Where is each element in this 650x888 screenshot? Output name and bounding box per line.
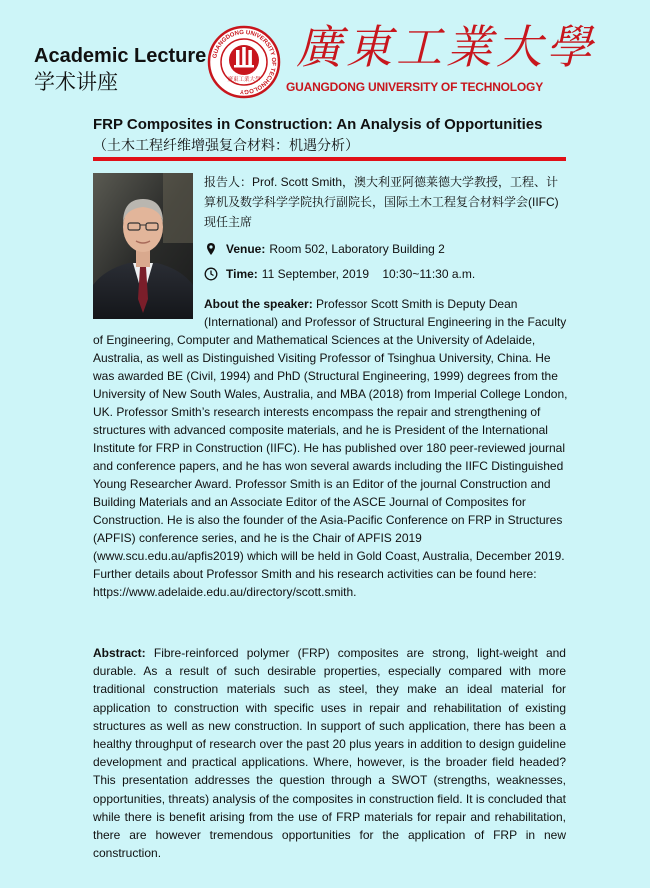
abstract-label: Abstract: bbox=[93, 646, 146, 660]
lecture-title-zh: 学术讲座 bbox=[34, 71, 118, 94]
time-label: Time: bbox=[226, 267, 258, 281]
divider-line bbox=[93, 157, 566, 161]
university-name-en: GUANGDONG UNIVERSITY OF TECHNOLOGY bbox=[286, 80, 543, 94]
lecture-title-en: Academic Lecture bbox=[34, 45, 207, 67]
clock-icon bbox=[204, 267, 218, 281]
time-row bbox=[204, 265, 475, 283]
speaker-text: Professor Scott Smith is Deputy Dean (International) and Professor of Structural Engineering in the Faculty of Engineering, Computer and Mathematical Sciences at the University of Adelaide, Australia, as well as Distinguished Visiting Professor of Tsinghua University, China. He was awarded BE (Civil, 1994) and PhD (Structural Engineering, 1999) degrees from the University of New South Wales, Australia, and MBA (2018) from Imperial College London, UK. Professor Smith’s research interests encompass the repair and strengthening of structures with advanced composite materials, and he is President of the International Institute for FRP in Construction (IIFC). He has published over 180 peer-reviewed journal and conference papers, and he has won several awards including the IIFC Distinguished Young Researcher Award. Professor Smith is an Editor of the journal Construction and Building Materials and an Associate Editor of the ASCE Journal of Composites for Construction. He is also the founder of the Asia-Pacific Conference on FRP in Structures (APFIS) conference series, and he is the Chair of APFIS 2019 (www.scu.edu.au/apfis2019) which will be held in Gold Coast, Australia, December 2019. Further details about Professor Smith and his research activities can be found here: bbox=[93, 297, 568, 581]
lecture-topic-en: FRP Composites in Construction: An Analysis of Opportunities bbox=[93, 116, 543, 133]
venue-row bbox=[204, 240, 445, 258]
time-value: 11 September, 2019 10:30~11:30 a.m. bbox=[261, 267, 476, 281]
svg-text:廣東工業大學: 廣東工業大學 bbox=[227, 77, 261, 83]
speaker-label: About the speaker: bbox=[204, 297, 313, 311]
venue-label: Venue: bbox=[226, 242, 266, 256]
speaker-link[interactable]: https://www.adelaide.edu.au/directory/scott.smith. bbox=[93, 585, 357, 599]
photo-spacer bbox=[93, 295, 204, 331]
lecture-topic-zh: （土木工程纤维增强复合材料：机遇分析） bbox=[93, 137, 359, 153]
university-logo bbox=[207, 25, 281, 99]
university-name-zh: 廣東工業大學 bbox=[296, 20, 596, 74]
map-pin-icon bbox=[204, 242, 218, 256]
reporter-info: 报告人：Prof. Scott Smith，澳大利亚阿德莱德大学教授，工程、计算机及数学科学学院执行副院长，国际土木工程复合材料学会(IIFC)现任主席 bbox=[204, 175, 559, 229]
lecture-heading bbox=[34, 44, 206, 96]
abstract-text: Fibre-reinforced polymer (FRP) composites are strong, light-weight and durable. As a result of such desirable properties, especially compared with more traditional construction materials such as steel, they make an ideal material for application to construction with specific uses in repair and rehabilitation of existing structures as well as new construction. In support of such application, there has been a healthy throughput of research over the past 20 plus years in addition to design guideline development and practical applications. Where, however, is the broader field headed? This presentation addresses the question through a SWOT (strengths, weaknesses, opportunities, threats) analysis of the composites in construction field. It is concluded that while there is benefit arising from the use of FRP materials for repair and rehabilitation, there are however tremendous opportunities for the application of FRP in new construction. bbox=[93, 646, 566, 861]
speaker-bio bbox=[93, 295, 569, 601]
svg-text:GUANGDONG UNIVERSITY OF TECHNO: GUANGDONG UNIVERSITY OF TECHNOLOGY bbox=[212, 29, 277, 95]
venue-value: Room 502, Laboratory Building 2 bbox=[269, 242, 445, 256]
abstract-section bbox=[93, 644, 566, 862]
